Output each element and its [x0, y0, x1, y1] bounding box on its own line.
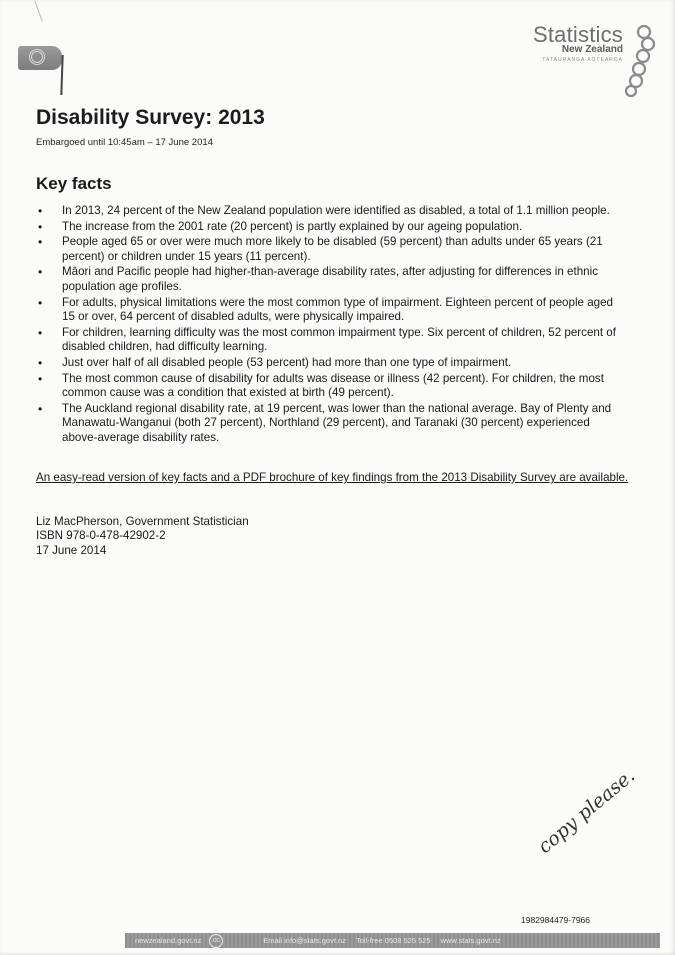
footer-bar — [125, 933, 660, 948]
footer-site-link[interactable]: newzealand.govt.nz — [135, 936, 202, 945]
section-heading: Key facts — [36, 174, 112, 193]
list-item: • The most common cause of disability for adults was disease or illness (42 percent). For children, the most common cause was a condition that existed at birth (49 percent). — [36, 372, 626, 401]
release-date: 17 June 2014 — [36, 543, 107, 557]
brand-maori: TATAURANGA AOTEAROA — [542, 57, 623, 63]
creative-commons-icon: cc — [209, 934, 223, 948]
key-facts-list — [36, 204, 626, 447]
statistician-name: Liz MacPherson, Government Statistician — [36, 515, 249, 528]
footer-email[interactable]: Email info@stats.govt.nz — [263, 936, 346, 945]
stats-mark-icon — [18, 46, 62, 70]
footer-web-link[interactable]: www.stats.govt.nz — [440, 936, 501, 945]
embargo-note: Embargoed until 10:45am – 17 June 2014 — [36, 137, 213, 148]
list-item: • The Auckland regional disability rate, at 19 percent, was lower than the national average. Bay of Plenty and Manawatu-Wanganui (both 27 percent), Northland (29 percent), and Taranaki (30 percent) experienced above-average disability rates. — [36, 402, 626, 446]
easy-read-link[interactable]: An easy-read version of key facts and a PDF brochure of key findings from the 2013 Disability Survey are available. — [36, 471, 629, 484]
brand-main: Statistics — [532, 22, 623, 47]
stats-nz-chain-logo-icon — [617, 24, 657, 98]
page-title: Disability Survey: 2013 — [36, 106, 265, 129]
handwritten-note: copy please. — [533, 764, 640, 858]
list-item: • For children, learning difficulty was the most common impairment type. Six percent of children, 52 percent of disabled children, had difficulty learning. — [36, 326, 626, 355]
signature-block — [36, 515, 249, 558]
list-item: • Māori and Pacific people had higher-than-average disability rates, after adjusting for differences in ethnic population age profiles. — [36, 265, 626, 294]
scan-mark — [34, 0, 42, 21]
stats-nz-brand — [511, 22, 661, 102]
list-item: • In 2013, 24 percent of the New Zealand population were identified as disabled, a total of 1.1 million people. — [36, 204, 626, 219]
document-number: 1982984479-7966 — [521, 915, 591, 925]
footer-phone: Toll-free 0508 525 525 — [355, 936, 431, 945]
list-item: • The increase from the 2001 rate (20 percent) is partly explained by our ageing population. — [36, 220, 626, 235]
isbn: ISBN 978-0-478-42902-2 — [36, 529, 166, 543]
list-item: • For adults, physical limitations were the most common type of impairment. Eighteen percent of people aged 15 or over, 64 percent of disabled adults, were physically impaired. — [36, 296, 626, 325]
list-item: • People aged 65 or over were much more likely to be disabled (59 percent) than adults under 65 years (21 percent) or children under 15 years (11 percent). — [36, 235, 626, 264]
list-item: • Just over half of all disabled people (53 percent) had more than one type of impairment. — [36, 356, 626, 371]
pen-mark — [60, 55, 63, 95]
brand-sub: New Zealand — [561, 44, 623, 55]
